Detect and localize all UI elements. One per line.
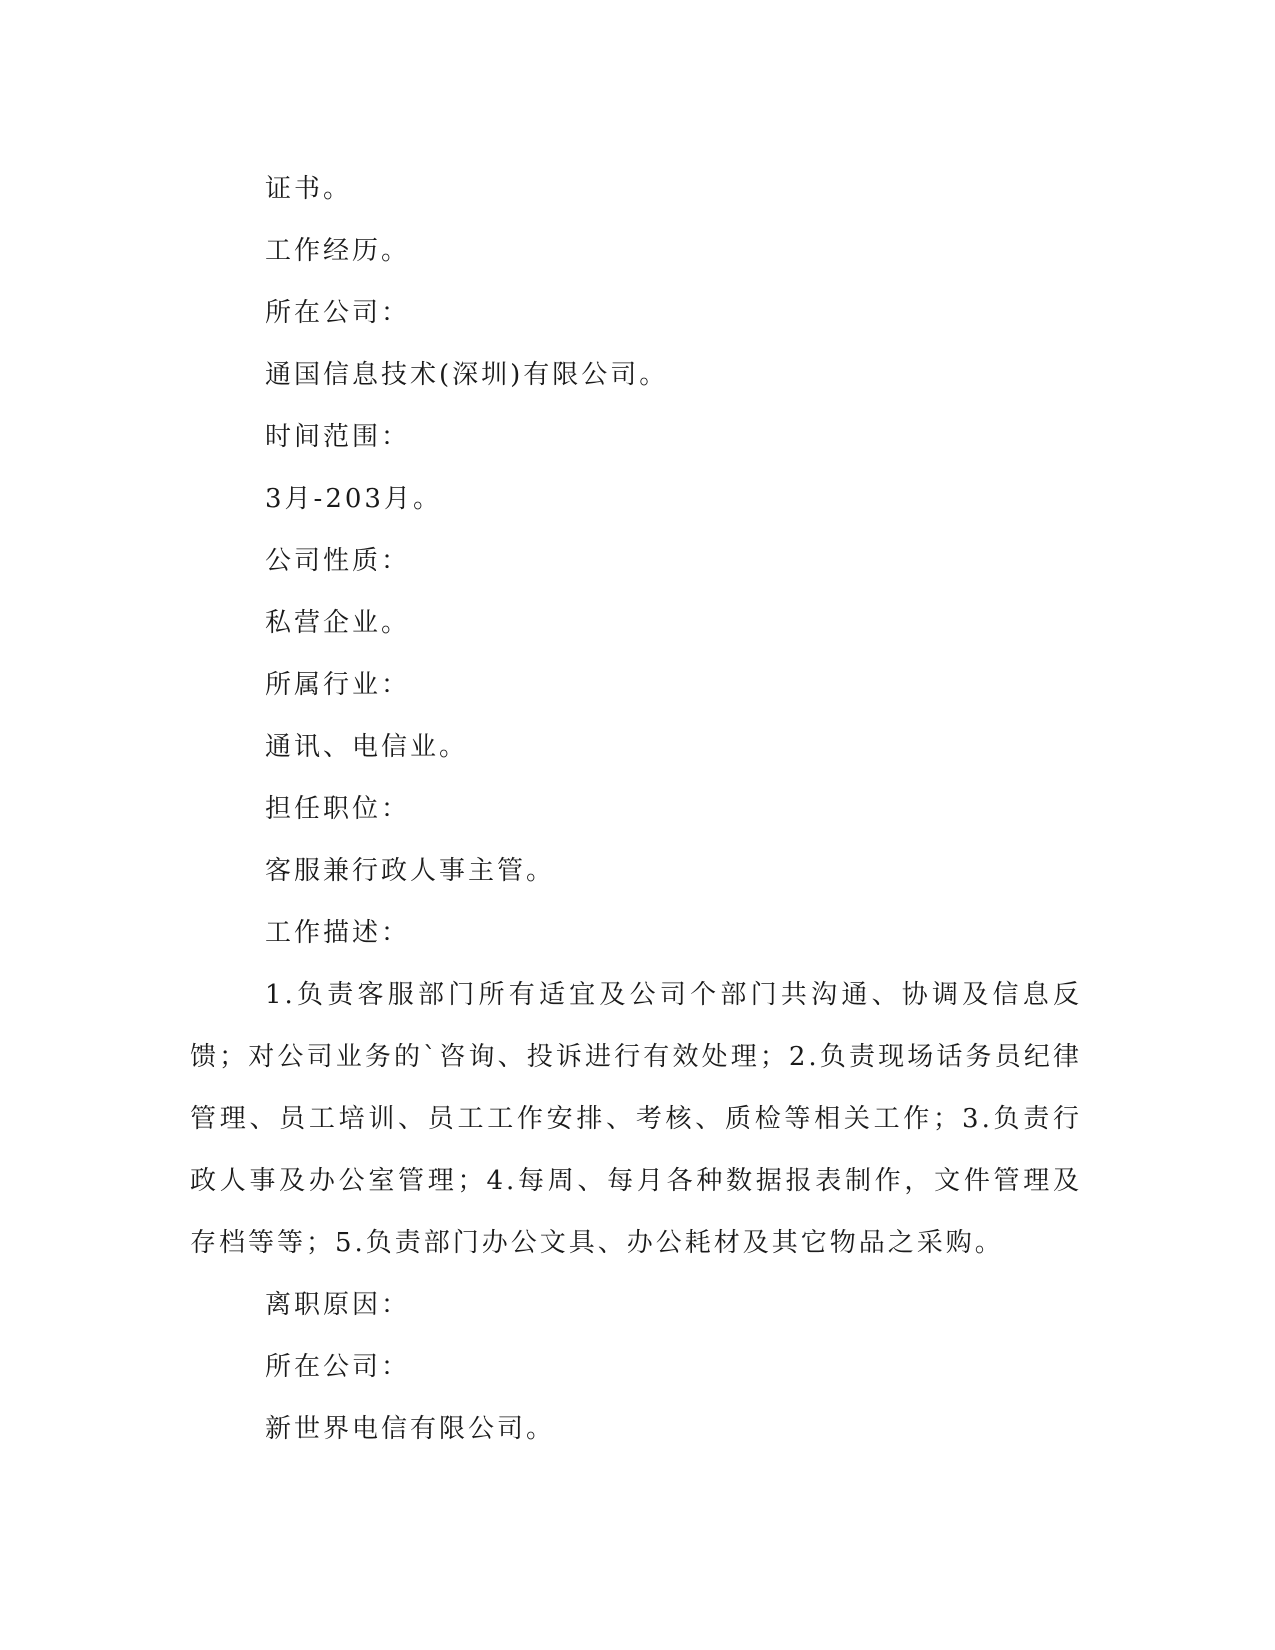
field-value: 3月-203月。 <box>265 484 442 514</box>
text-line: 证书。 <box>265 174 353 204</box>
field-label: 离职原因： <box>265 1290 411 1320</box>
section-heading: 工作经历。 <box>265 236 411 266</box>
field-value: 通讯、电信业。 <box>265 732 469 762</box>
field-label: 公司性质： <box>265 546 411 576</box>
field-value: 通国信息技术(深圳)有限公司。 <box>265 360 669 390</box>
document-body <box>190 158 1082 1460</box>
field-value: 新世界电信有限公司。 <box>265 1414 556 1444</box>
field-label: 所属行业： <box>265 670 411 700</box>
field-label: 所在公司： <box>265 298 411 328</box>
field-label: 担任职位： <box>265 794 411 824</box>
field-value: 私营企业。 <box>265 608 411 638</box>
field-label: 工作描述： <box>265 918 411 948</box>
field-value: 客服兼行政人事主管。 <box>265 856 556 886</box>
field-label: 所在公司： <box>265 1352 411 1382</box>
job-description-paragraph: 1.负责客服部门所有适宜及公司个部门共沟通、协调及信息反馈；对公司业务的`咨询、投诉进行有效处理；2.负责现场话务员纪律管理、员工培训、员工工作安排、考核、质检等相关工作；3.负责行政人事及办公室管理；4.每周、每月各种数据报表制作，文件管理及存档等等；5.负责部门办公文具、办公耗材及其它物品之采购。 <box>190 980 1082 1258</box>
field-label: 时间范围： <box>265 422 411 452</box>
